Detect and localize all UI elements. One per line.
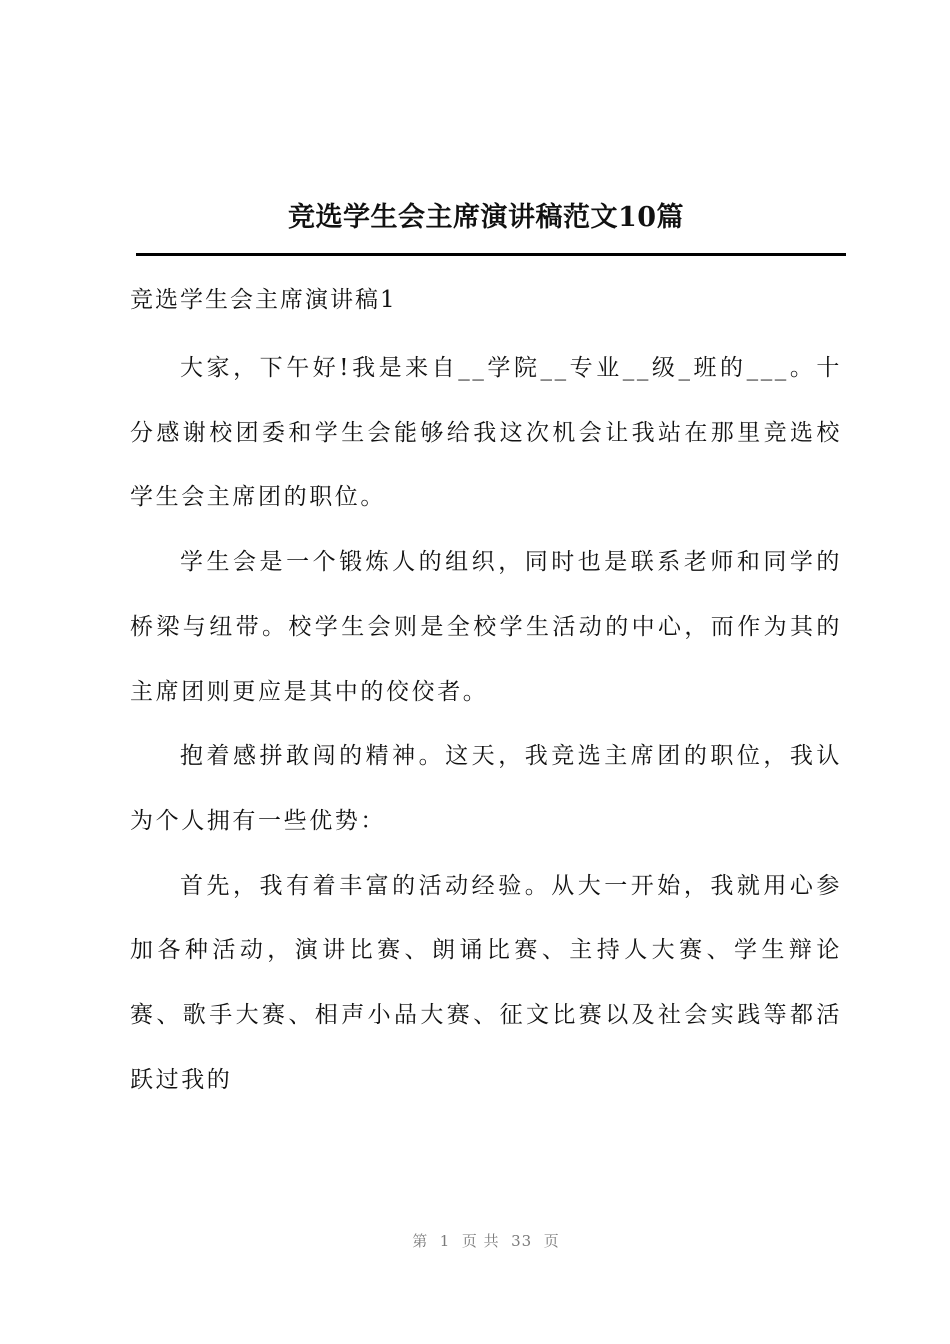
- paragraph: 大家，下午好!我是来自__学院__专业__级_班的___。十分感谢校团委和学生会能够给我这次机会让我站在那里竞选校学生会主席团的职位。: [130, 355, 842, 511]
- document-title: 竞选学生会主席演讲稿范文10篇: [287, 202, 685, 233]
- document-body: [130, 336, 842, 1112]
- paragraph: 学生会是一个锻炼人的组织，同时也是联系老师和同学的桥梁与纽带。校学生会则是全校学生活动的中心，而作为其的主席团则更应是其中的佼佼者。: [130, 549, 842, 705]
- page-number-footer: 第 1 页 共 33 页: [412, 1232, 560, 1250]
- paragraph: 首先，我有着丰富的活动经验。从大一开始，我就用心参加各种活动，演讲比赛、朗诵比赛、主持人大赛、学生辩论赛、歌手大赛、相声小品大赛、征文比赛以及社会实践等都活跃过我的: [130, 872, 842, 1093]
- section-heading: 竞选学生会主席演讲稿1: [130, 287, 397, 313]
- title-divider: [136, 253, 846, 256]
- paragraph: 抱着感拼敢闯的精神。这天，我竞选主席团的职位，我认为个人拥有一些优势：: [130, 743, 842, 834]
